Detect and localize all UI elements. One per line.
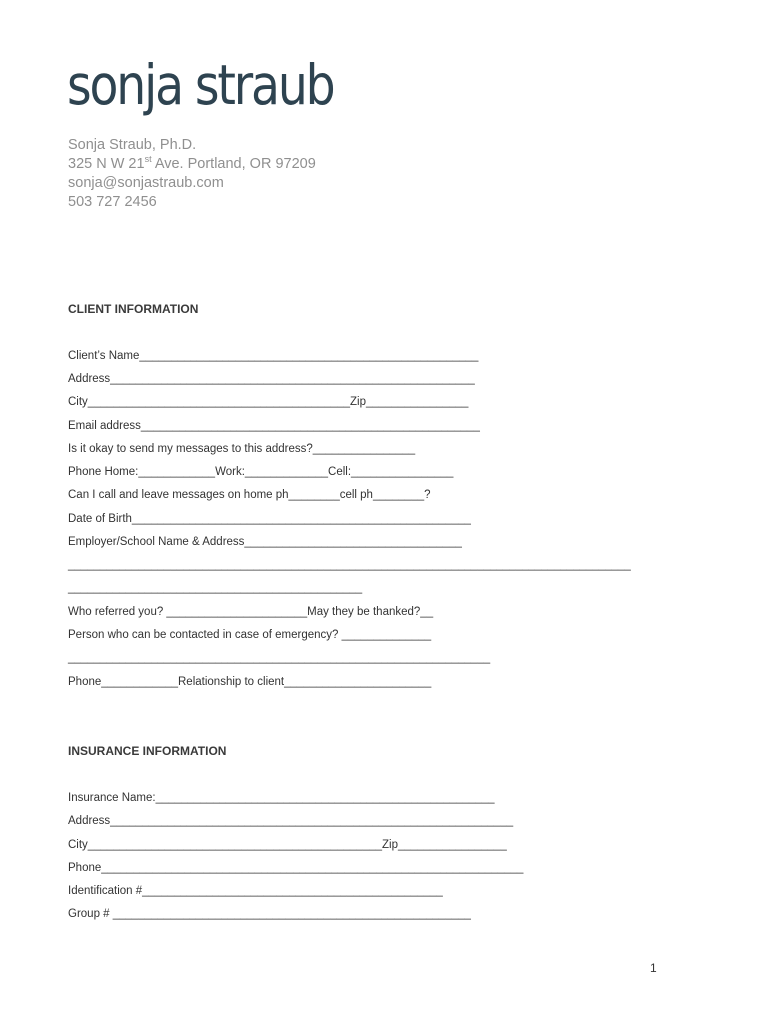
client-name-field[interactable]: Client’s Name_____________________________________________________ — [68, 350, 479, 362]
practitioner-name: Sonja Straub, Ph.D. — [68, 137, 197, 153]
message-consent-field[interactable]: Can I call and leave messages on home ph________cell ph________? — [68, 489, 431, 501]
group-number-field[interactable]: Group # ________________________________________________________ — [68, 908, 471, 920]
page-number: 1 — [650, 961, 657, 975]
phone-number: 503 727 2456 — [68, 194, 157, 210]
client-phones-field[interactable]: Phone Home:____________Work:_____________Cell:________________ — [68, 466, 454, 478]
email-address: sonja@sonjastraub.com — [68, 175, 224, 191]
contact-block — [68, 136, 316, 212]
date-of-birth-field[interactable]: Date of Birth_____________________________________________________ — [68, 513, 471, 525]
logo: sonja straub — [67, 53, 334, 117]
email-consent-field[interactable]: Is it okay to send my messages to this address?________________ — [68, 443, 416, 455]
client-address-field[interactable]: Address_________________________________________________________ — [68, 373, 475, 385]
insurance-address-field[interactable]: Address_______________________________________________________________ — [68, 815, 514, 827]
employer-line-2[interactable]: ________________________________________________________________________________________ — [68, 559, 631, 571]
insurance-section-title: INSURANCE INFORMATION — [68, 744, 227, 758]
referral-field[interactable]: Who referred you? ______________________May they be thanked?__ — [68, 606, 434, 618]
address-street: 325 N W 21 — [68, 156, 145, 172]
address-city: Ave. Portland, OR 97209 — [151, 156, 316, 172]
insurance-city-zip-field[interactable]: City______________________________________________Zip_________________ — [68, 839, 507, 851]
client-email-field[interactable]: Email address_____________________________________________________ — [68, 420, 480, 432]
client-city-zip-field[interactable]: City_________________________________________Zip________________ — [68, 396, 469, 408]
employer-line-3[interactable]: ______________________________________________ — [68, 582, 363, 594]
client-section-title: CLIENT INFORMATION — [68, 302, 199, 316]
emergency-phone-field[interactable]: Phone____________Relationship to client_______________________ — [68, 676, 432, 688]
identification-field[interactable]: Identification #_______________________________________________ — [68, 885, 443, 897]
insurance-phone-field[interactable]: Phone__________________________________________________________________ — [68, 862, 524, 874]
office-address — [68, 155, 316, 174]
emergency-contact-line-2[interactable]: __________________________________________________________________ — [68, 652, 491, 664]
employer-field[interactable]: Employer/School Name & Address__________________________________ — [68, 536, 462, 548]
emergency-contact-field[interactable]: Person who can be contacted in case of emergency? ______________ — [68, 629, 432, 641]
address-ordinal: st — [144, 154, 152, 164]
insurance-name-field[interactable]: Insurance Name:_____________________________________________________ — [68, 792, 495, 804]
